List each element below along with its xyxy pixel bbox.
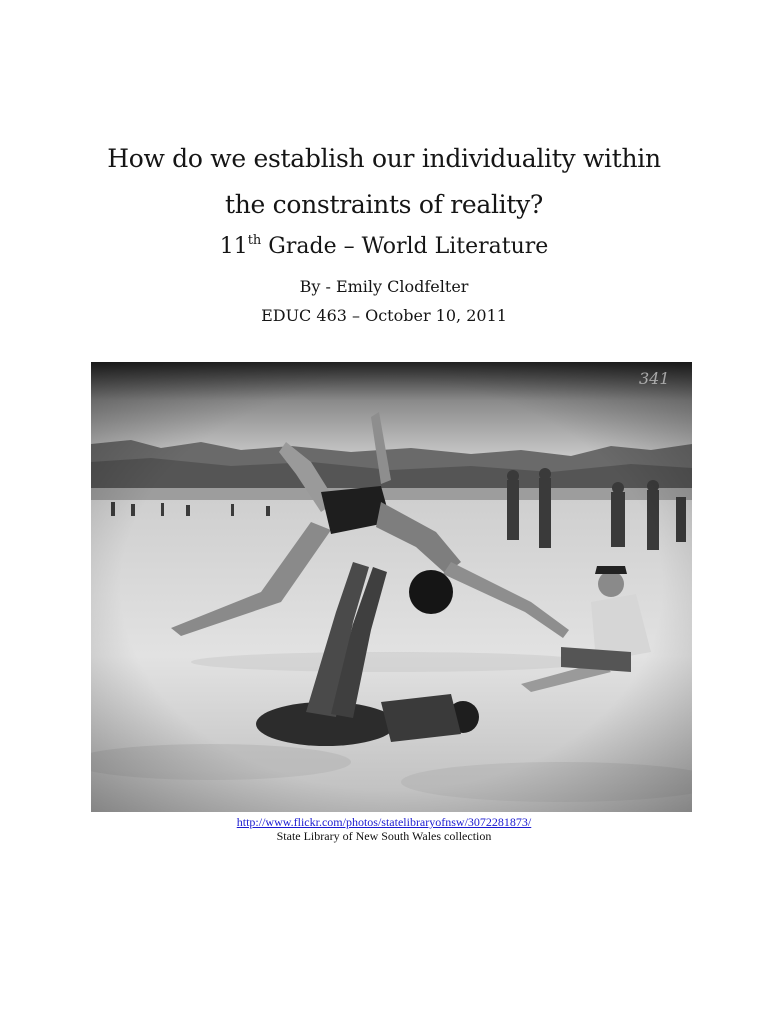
grade-superscript: th [247,233,262,248]
course-date-line: EDUC 463 – October 10, 2011 [261,306,507,325]
title-line-2: the constraints of reality? [224,190,544,219]
photo-credit: State Library of New South Wales collection [276,829,492,843]
grade-number: 11 [219,234,248,259]
grade-course-name: Grade – World Literature [261,234,549,259]
beach-acrobatics-photo [91,362,692,812]
author-line: By - Emily Clodfelter [299,277,469,296]
title-line-1: How do we establish our individuality within [107,144,661,173]
grade-subtitle [0,233,768,264]
photo-source-link[interactable]: http://www.flickr.com/photos/statelibraryofnsw/3072281873/ [236,815,532,829]
